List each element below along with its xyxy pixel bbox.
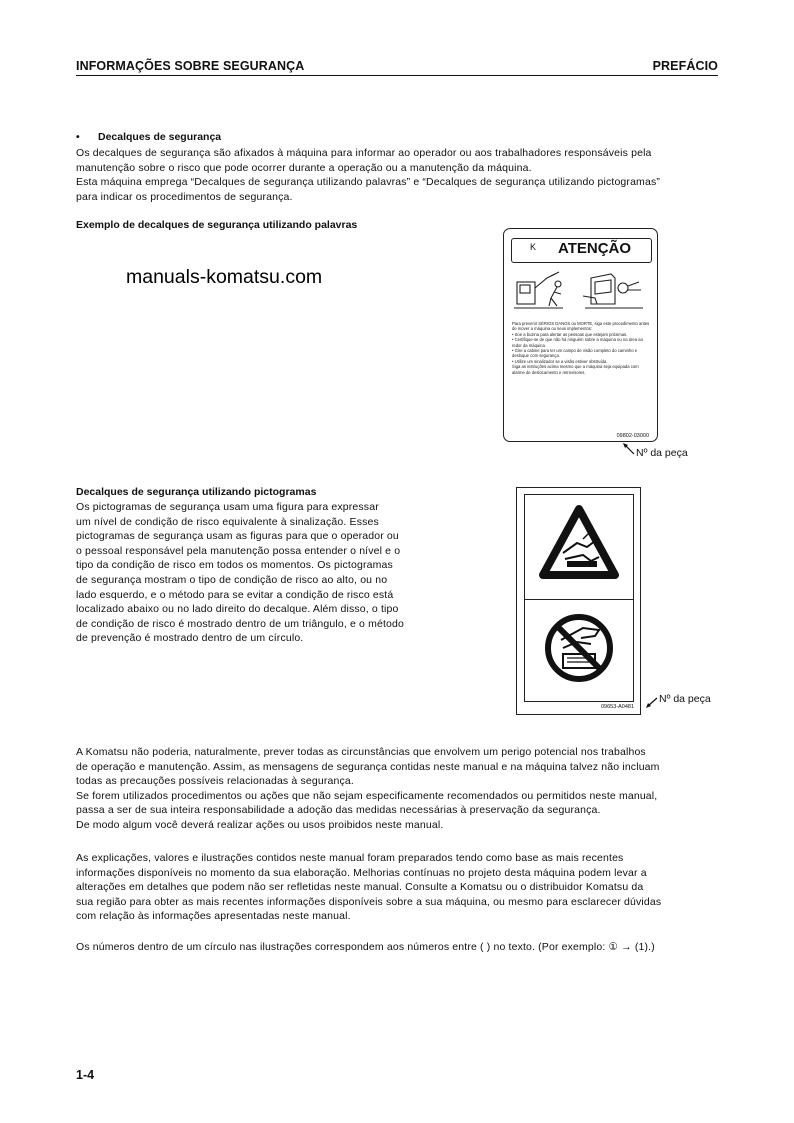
text-line: passa a ser de sua inteira responsabilidade a adoção das medidas necessárias à preservação da segurança. — [76, 804, 601, 817]
cab-hand-icon — [583, 274, 643, 308]
text-line: sua região para obter as mais recentes informações disponíveis sobre a sua máquina, ou mesmo para esclarecer dúvidas — [76, 895, 662, 908]
decal-part-code: 09653-A0481 — [601, 704, 635, 710]
text-line: com relação às informações apresentadas neste manual. — [76, 910, 351, 923]
text-line: As explicações, valores e ilustrações contidos neste manual foram preparados tendo como base as mais recentes — [76, 852, 624, 864]
callout-arrow-icon — [622, 442, 636, 456]
prohibition-circle-icon — [525, 600, 633, 701]
decal-body-text: Para prevenir SÉRIOS DANOS ou MORTE, siga este procedimento antes de mover a máquina ou seus implementos: • Soe a buzina para alertar as pessoas que estejam próximas. • Certifique-se de que não há ninguém sobre a máquina ou na área ao redor da máquina. • Gire a cabine para ter um campo de visão completo do caminho e desloque com segurança. • Utilize um sinalizador se a visão estiver obstruída. Siga as instruções acima mesmo que a máquina seja equipada com alarme de deslocamento e retrovisores. — [512, 321, 650, 375]
text-line: manutenção sobre o risco que pode ocorrer durante a operação ou a manutenção da máquina. — [76, 161, 532, 174]
text-line: de segurança mostram o tipo de condição de risco ao alto, ou no — [76, 573, 388, 586]
text-line: pictogramas de segurança usam as figuras para que o operador ou — [76, 530, 399, 543]
part-number-callout: Nº da peça — [636, 447, 688, 459]
header-chapter-title: PREFÁCIO — [652, 59, 718, 73]
section-title — [76, 131, 221, 143]
text-line: A Komatsu não poderia, naturalmente, prever todas as circunstâncias que envolvem um perigo potencial nos trabalhos — [76, 746, 646, 758]
pictogram-paragraph — [76, 500, 438, 646]
text-line: todas as precauções possíveis relacionadas à segurança. — [76, 775, 354, 788]
section-title-text: Decalques de segurança — [98, 131, 222, 143]
decal-part-code: 09802-03000 — [616, 433, 649, 439]
text-line: localizado abaixo ou no lado direito do decalque. Além disso, o tipo — [76, 603, 399, 616]
pictogram-safety-decal — [516, 487, 641, 715]
text-line: Se forem utilizados procedimentos ou ações que não sejam especificamente recomendados ou permitidos neste manual, — [76, 789, 658, 802]
hazard-triangle-icon — [525, 495, 633, 599]
circle-number-note: Os números dentro de um círculo nas ilustrações correspondem aos números entre ( ) no texto. (Por exemplo: ① → (1).) — [76, 941, 655, 953]
text-line: de operação e manutenção. Assim, as mensagens de segurança contidas neste manual e na máquina talvez não incluam — [76, 760, 660, 773]
page-number: 1-4 — [76, 1068, 95, 1082]
decal-inner-frame — [524, 494, 634, 702]
header-divider — [76, 75, 718, 76]
intro-paragraph — [76, 146, 718, 204]
word-safety-decal — [503, 228, 658, 442]
pictogram-example-title: Decalques de segurança utilizando pictogramas — [76, 486, 317, 498]
text-line: de condição de risco é mostrado dentro de um triângulo, e o método — [76, 617, 405, 630]
text-line: De modo algum você deverá realizar ações ou usos proibidos neste manual. — [76, 818, 444, 831]
part-number-callout: Nº da peça — [659, 693, 711, 705]
text-line: lado esquerdo, e o método para se evitar a condição de risco está — [76, 588, 394, 601]
header-section-title: INFORMAÇÕES SOBRE SEGURANÇA — [76, 59, 305, 73]
watermark: manuals-komatsu.com — [126, 266, 323, 288]
text-line: um nível de condição de risco equivalente à sinalização. Esses — [76, 515, 379, 528]
decal-heading: ATENÇÃO — [558, 240, 632, 257]
bullet: • — [76, 131, 80, 143]
information-paragraph — [76, 851, 718, 924]
text-line: Os pictogramas de segurança usam uma figura para expressar — [76, 501, 379, 513]
excavator-person-icon — [514, 272, 563, 308]
words-example-title: Exemplo de decalques de segurança utilizando palavras — [76, 219, 358, 231]
text-line: Os decalques de segurança são afixados à máquina para informar ao operador ou aos trabalhadores responsáveis pela — [76, 147, 652, 159]
text-line: informações disponíveis no momento da sua elaboração. Melhorias contínuas no projeto desta máquina podem levar a — [76, 866, 647, 879]
text-line: Esta máquina emprega “Decalques de segurança utilizando palavras” e “Decalques de segurança utilizando pictogramas” — [76, 176, 660, 189]
decal-symbol: K — [530, 242, 537, 252]
text-line: de prevenção é mostrado dentro de um círculo. — [76, 632, 304, 645]
decal-illustrations — [511, 268, 650, 315]
text-line: tipo da condição de risco em todos os momentos. Os pictogramas — [76, 559, 393, 572]
text-line: o pessoal responsável pela manutenção possa entender o nível e o — [76, 544, 401, 557]
text-line: para indicar os procedimentos de segurança. — [76, 190, 293, 203]
text-line: alterações em detalhes que podem não ser refletidas neste manual. Consulte a Komatsu ou o distribuidor Komatsu da — [76, 881, 644, 894]
disclaimer-paragraph — [76, 745, 718, 833]
callout-arrow-icon — [645, 695, 659, 709]
